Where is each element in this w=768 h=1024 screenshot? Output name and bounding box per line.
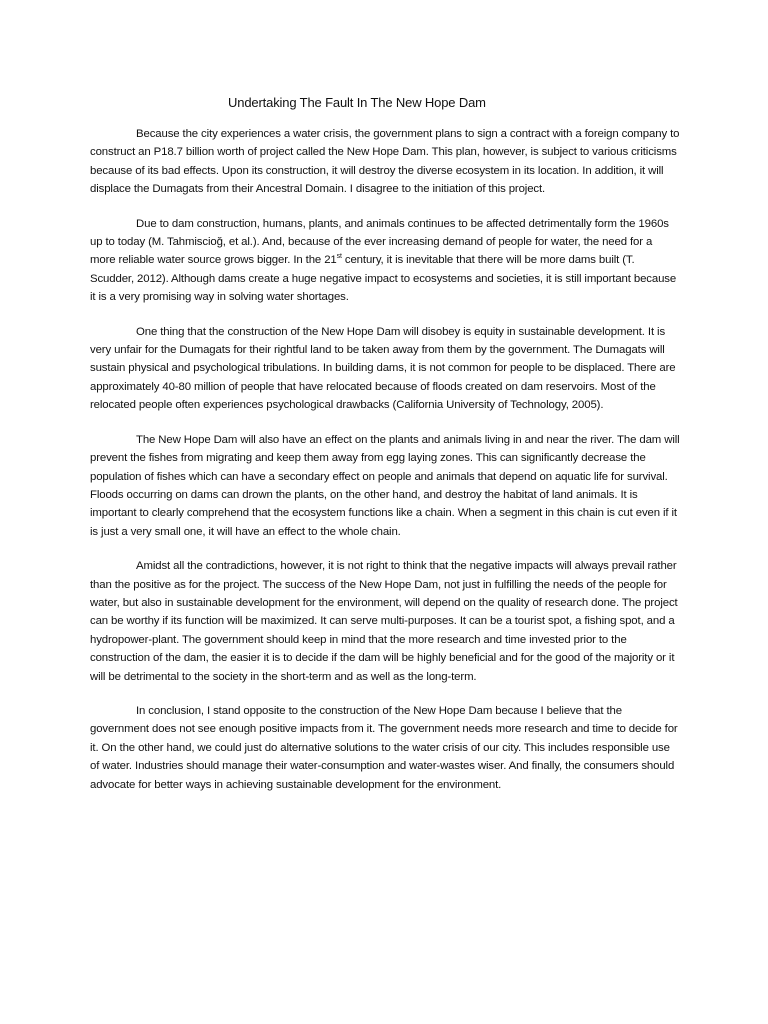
ordinal-superscript: st xyxy=(336,253,342,261)
paragraph-introduction: Because the city experiences a water crisis, the government plans to sign a contract with a foreign company to construct an P18.7 billion worth of project called the New Hope Dam. This plan, however, is subject to various criticisms because of its bad effects. Upon its construction, it will destroy the diverse ecosystem in its location. In addition, it will displace the Dumagats from their Ancestral Domain. I disagree to the initiation of this project. xyxy=(90,128,680,196)
paragraph-ecosystem: The New Hope Dam will also have an effect on the plants and animals living in and near the river. The dam will prevent the fishes from migrating and keep them away from egg laying zones. This can significantly decrease the population of fishes which can have a secondary effect on people and animals that depend on aquatic life for survival. Floods occurring on dams can drown the plants, on the other hand, and destroy the habitat of land animals. It is important to clearly comprehend that the ecosystem functions like a chain. When a segment in this chain is cut even if it is just a very small one, it will have an effect to the whole chain. xyxy=(90,433,680,538)
paragraph-text: century, it is inevitable that there will be more dams built (T. Scudder, 2012). Although dams create a huge negative impact to ecosystems and societies, it is still important because it is a very promising way in solving water shortages. xyxy=(90,254,677,304)
paragraph-conclusion: In conclusion, I stand opposite to the construction of the New Hope Dam because I believe that the government does not see enough positive impacts from it. The government needs more research and time to decide for it. On the other hand, we could just do alternative solutions to the water crisis of our city. This includes responsible use of water. Industries should manage their water-consumption and water-wastes wiser. And finally, the consumers should advocate for better ways in achieving sustainable development for the environment. xyxy=(90,704,678,791)
document-title: Undertaking The Fault In The New Hope Dam xyxy=(228,95,486,110)
document-body xyxy=(90,125,680,810)
paragraph-dam-impacts xyxy=(90,215,680,307)
paragraph-text: Due to dam construction, humans, plants, and animals continues to be affected detrimentally form the 1960s up to today (M. Tahmiscioğ, et al.). And, because of the ever increasing demand of people for water, the need for a more reliable water source grows bigger. In the 21 xyxy=(90,217,669,267)
paragraph-equity: One thing that the construction of the New Hope Dam will disobey is equity in sustainable development. It is very unfair for the Dumagats for their rightful land to be taken away from them by the government. The Dumagats will sustain physical and psychological tribulations. In building dams, it is not common for people to be displaced. There are approximately 40-80 million of people that have relocated because of floods created on dam reservoirs. Most of the relocated people often experiences psychological drawbacks (California University of Technology, 2005). xyxy=(90,325,676,412)
paragraph-positive-impacts: Amidst all the contradictions, however, it is not right to think that the negative impacts will always prevail rather than the positive as for the project. The success of the New Hope Dam, not just in fulfilling the needs of the people for water, but also in sustainable development for the environment, will depend on the quality of research done. The project can be worthy if its function will be maximized. It can serve multi-purposes. It can be a tourist spot, a fishing spot, and a hydropower-plant. The government should keep in mind that the more research and time invested prior to the construction of the dam, the easier it is to decide if the dam will be highly beneficial and for the good of the majority or it will be detrimental to the society in the short-term and as well as the long-term. xyxy=(90,560,678,683)
